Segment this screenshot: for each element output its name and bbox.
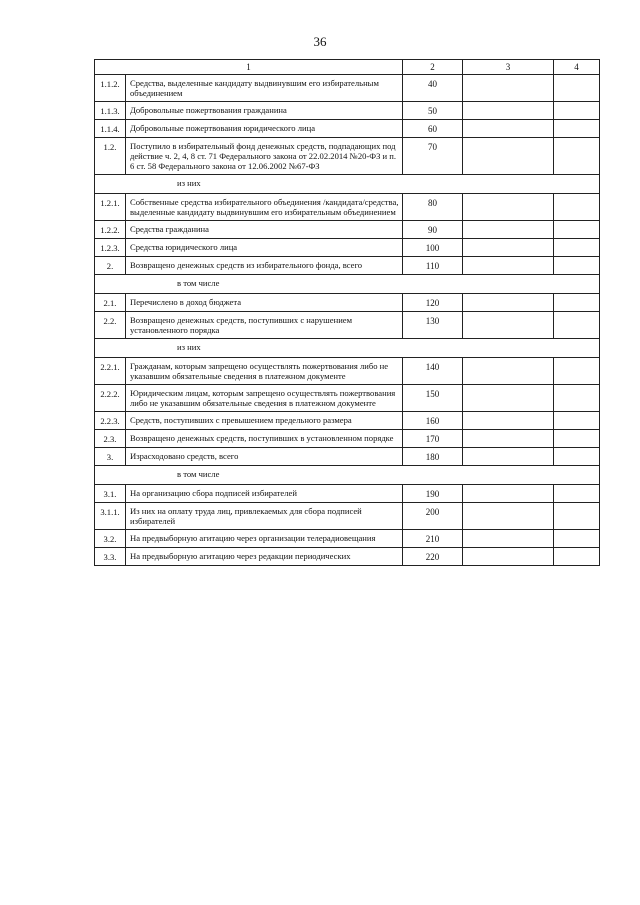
row-value-col-3 (463, 239, 554, 257)
row-description: Средства юридического лица (126, 239, 403, 257)
row-description: Из них на оплату труда лиц, привлекаемых для сбора подписей избирателей (126, 503, 403, 530)
row-number: 1.1.3. (95, 102, 126, 120)
row-code: 120 (403, 294, 463, 312)
row-value-col-3 (463, 102, 554, 120)
table-row (95, 358, 600, 385)
table-row (95, 138, 600, 175)
row-value-col-4 (554, 312, 600, 339)
subheading-text: в том числе (95, 275, 600, 294)
row-description: На предвыборную агитацию через редакции периодических (126, 548, 403, 566)
row-value-col-3 (463, 430, 554, 448)
financial-report-table (94, 59, 600, 566)
row-description: Перечислено в доход бюджета (126, 294, 403, 312)
table-row (95, 312, 600, 339)
row-number: 3.1.1. (95, 503, 126, 530)
row-value-col-4 (554, 75, 600, 102)
row-description: На организацию сбора подписей избирателей (126, 485, 403, 503)
header-col-1: 1 (95, 60, 403, 75)
row-code: 40 (403, 75, 463, 102)
table-row (95, 503, 600, 530)
row-code: 220 (403, 548, 463, 566)
subheading-text: из них (95, 339, 600, 358)
row-value-col-3 (463, 485, 554, 503)
row-code: 160 (403, 412, 463, 430)
row-value-col-3 (463, 358, 554, 385)
table-row (95, 257, 600, 275)
row-value-col-4 (554, 294, 600, 312)
row-value-col-4 (554, 530, 600, 548)
table-row (95, 120, 600, 138)
page-number: 36 (313, 34, 327, 49)
row-number: 2. (95, 257, 126, 275)
header-col-4: 4 (554, 60, 600, 75)
row-number: 3.3. (95, 548, 126, 566)
row-description: Поступило в избирательный фонд денежных средств, подпадающих под действие ч. 2, 4, 8 ст. 71 Федерального закона от 22.02.2014 №20-ФЗ и п. 6 ст. 58 Федерального закона от 12.06.2002 №67-ФЗ (126, 138, 403, 175)
table-row (95, 548, 600, 566)
table-row (95, 102, 600, 120)
table-row (95, 448, 600, 466)
table-row (95, 75, 600, 102)
row-value-col-4 (554, 138, 600, 175)
row-number: 3.2. (95, 530, 126, 548)
table-row (95, 430, 600, 448)
row-value-col-3 (463, 194, 554, 221)
row-number: 2.2.1. (95, 358, 126, 385)
row-value-col-3 (463, 503, 554, 530)
table-row (95, 412, 600, 430)
row-number: 2.1. (95, 294, 126, 312)
row-value-col-3 (463, 221, 554, 239)
subheading-row (95, 275, 600, 294)
subheading-text: в том числе (95, 466, 600, 485)
row-number: 1.2.2. (95, 221, 126, 239)
row-code: 210 (403, 530, 463, 548)
row-description: Средств, поступивших с превышением предельного размера (126, 412, 403, 430)
row-value-col-4 (554, 412, 600, 430)
row-code: 70 (403, 138, 463, 175)
row-value-col-4 (554, 385, 600, 412)
table-row (95, 294, 600, 312)
row-description: Израсходовано средств, всего (126, 448, 403, 466)
row-description: На предвыборную агитацию через организации телерадиовещания (126, 530, 403, 548)
row-number: 1.1.4. (95, 120, 126, 138)
row-value-col-4 (554, 194, 600, 221)
table-row (95, 194, 600, 221)
row-description: Средства гражданина (126, 221, 403, 239)
row-code: 90 (403, 221, 463, 239)
row-description: Добровольные пожертвования юридического лица (126, 120, 403, 138)
row-value-col-4 (554, 503, 600, 530)
row-number: 2.3. (95, 430, 126, 448)
row-value-col-4 (554, 485, 600, 503)
row-code: 50 (403, 102, 463, 120)
subheading-text: из них (95, 175, 600, 194)
row-code: 60 (403, 120, 463, 138)
row-value-col-3 (463, 412, 554, 430)
subheading-row (95, 466, 600, 485)
row-value-col-3 (463, 138, 554, 175)
row-number: 3. (95, 448, 126, 466)
row-code: 100 (403, 239, 463, 257)
row-value-col-3 (463, 294, 554, 312)
row-value-col-4 (554, 257, 600, 275)
subheading-row (95, 339, 600, 358)
row-value-col-3 (463, 257, 554, 275)
header-col-2: 2 (403, 60, 463, 75)
table-row (95, 530, 600, 548)
row-number: 1.2.1. (95, 194, 126, 221)
row-description: Возвращено денежных средств, поступивших с нарушением установленного порядка (126, 312, 403, 339)
row-value-col-4 (554, 120, 600, 138)
row-value-col-3 (463, 448, 554, 466)
row-description: Собственные средства избирательного объединения /кандидата/средства, выделенные кандидату выдвинувшим его избирательным объединением (126, 194, 403, 221)
row-description: Гражданам, которым запрещено осуществлять пожертвования либо не указавшим обязательные сведения в платежном документе (126, 358, 403, 385)
table-row (95, 221, 600, 239)
row-value-col-3 (463, 75, 554, 102)
row-code: 200 (403, 503, 463, 530)
row-code: 110 (403, 257, 463, 275)
row-description: Возвращено денежных средств, поступивших в установленном порядке (126, 430, 403, 448)
row-description: Возвращено денежных средств из избирательного фонда, всего (126, 257, 403, 275)
row-number: 1.1.2. (95, 75, 126, 102)
table-header-row (95, 60, 600, 75)
row-code: 180 (403, 448, 463, 466)
row-value-col-4 (554, 430, 600, 448)
table-row (95, 385, 600, 412)
table-row (95, 239, 600, 257)
row-code: 170 (403, 430, 463, 448)
row-value-col-3 (463, 548, 554, 566)
row-value-col-3 (463, 530, 554, 548)
row-code: 130 (403, 312, 463, 339)
row-number: 2.2.3. (95, 412, 126, 430)
subheading-row (95, 175, 600, 194)
row-value-col-4 (554, 358, 600, 385)
row-code: 150 (403, 385, 463, 412)
row-value-col-4 (554, 221, 600, 239)
row-number: 3.1. (95, 485, 126, 503)
row-number: 1.2.3. (95, 239, 126, 257)
row-number: 1.2. (95, 138, 126, 175)
row-number: 2.2.2. (95, 385, 126, 412)
row-value-col-4 (554, 548, 600, 566)
row-value-col-4 (554, 102, 600, 120)
row-code: 190 (403, 485, 463, 503)
row-value-col-3 (463, 385, 554, 412)
row-value-col-4 (554, 239, 600, 257)
row-code: 80 (403, 194, 463, 221)
table-row (95, 485, 600, 503)
row-value-col-3 (463, 120, 554, 138)
row-description: Юридическим лицам, которым запрещено осуществлять пожертвования либо не указавшим обязательные сведения в платежном документе (126, 385, 403, 412)
header-col-3: 3 (463, 60, 554, 75)
row-description: Добровольные пожертвования гражданина (126, 102, 403, 120)
row-number: 2.2. (95, 312, 126, 339)
row-value-col-4 (554, 448, 600, 466)
row-description: Средства, выделенные кандидату выдвинувшим его избирательным объединением (126, 75, 403, 102)
row-value-col-3 (463, 312, 554, 339)
row-code: 140 (403, 358, 463, 385)
